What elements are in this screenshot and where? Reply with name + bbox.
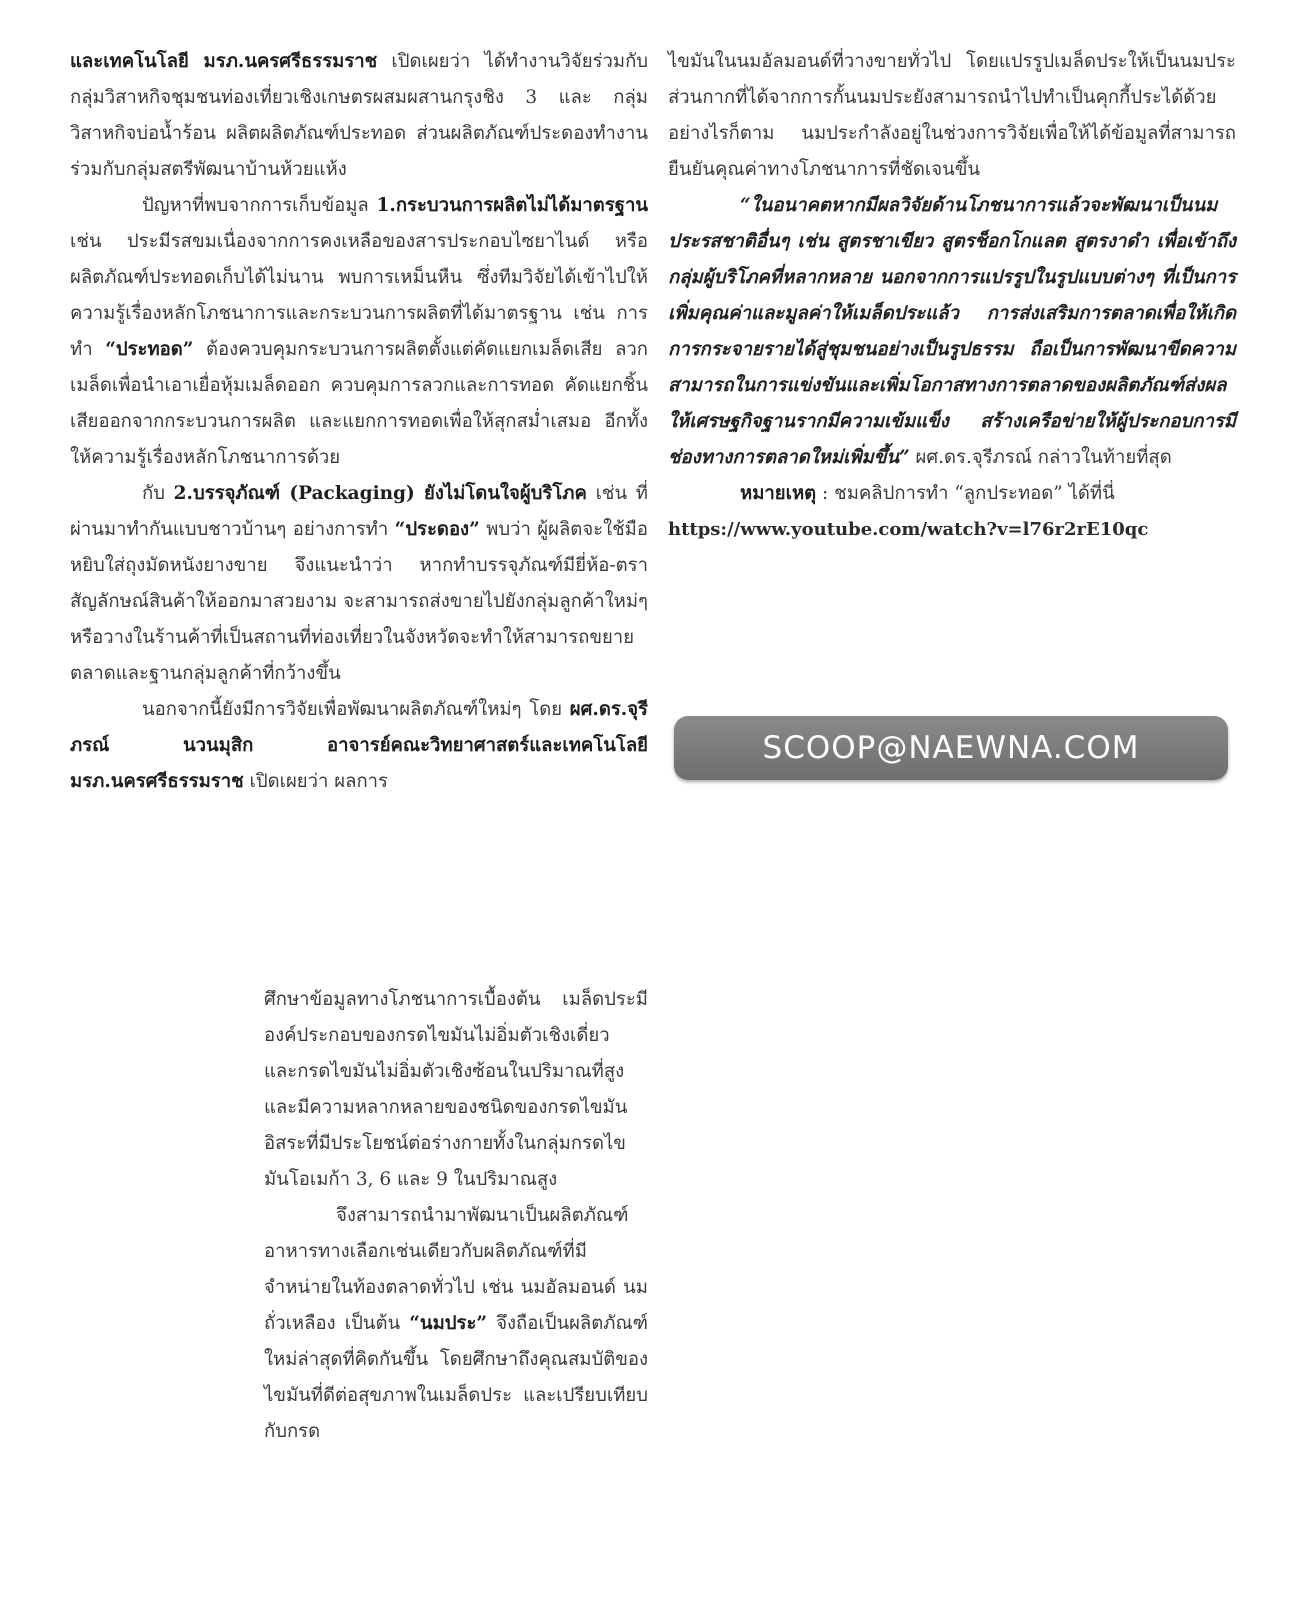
- bold-phrase: “ประดอง”: [394, 519, 480, 540]
- url-line: [668, 512, 1236, 548]
- left-narrow-column: [264, 982, 648, 1450]
- body-text: เช่น ประมีรสขมเนื่องจากการคงเหลือของสารประกอบไซยาไนด์ หรือผลิตภัณฑ์ประทอดเก็บได้ไม่นาน พบการเหม็นหืน ซึ่งทีมวิจัยได้เข้าไปให้ความรู้เรื่องหลักโภชนาการและกระบวนการผลิตที่ได้มาตรฐาน เช่น การทำ: [70, 231, 648, 360]
- body-text: เช่น ที่ผ่านมาทำกันแบบชาวบ้านๆ อย่างการทำ: [70, 483, 649, 540]
- bold-phrase: 1.กระบวนการผลิตไม่ได้มาตรฐาน: [376, 195, 648, 216]
- note-label: หมายเหตุ: [740, 483, 817, 504]
- note-paragraph: [668, 476, 1236, 512]
- quote-paragraph: [668, 188, 1236, 476]
- youtube-link[interactable]: https://www.youtube.com/watch?v=l76r2rE10qc: [668, 519, 1149, 540]
- paragraph-2: [70, 188, 648, 476]
- bold-phrase: 2.บรรจุภัณฑ์ (Packaging) ยังไม่โดนใจผู้บริโภค: [173, 483, 587, 504]
- paragraph-4: [70, 692, 648, 800]
- paragraph-6: [264, 1198, 648, 1450]
- paragraph-1: [70, 44, 648, 188]
- body-text: นอกจากนี้ยังมีการวิจัยเพื่อพัฒนาผลิตภัณฑ์ใหม่ๆ โดย: [142, 699, 570, 720]
- left-column: [70, 44, 648, 800]
- email-banner: [674, 716, 1228, 780]
- quote-text: “ในอนาคตหากมีผลวิจัยด้านโภชนาการแล้วจะพัฒนาเป็นนมประรสชาติอื่นๆ เช่น สูตรชาเขียว สูตรช็อกโกแลต สูตรงาดำ เพื่อเข้าถึงกลุ่มผู้บริโภคที่หลากหลาย นอกจากการแปรรูปในรูปแบบต่างๆ ที่เป็นการเพิ่มคุณค่าและมูลค่าให้เมล็ดประแล้ว การส่งเสริมการตลาดเพื่อให้เกิดการกระจายรายได้สู่ชุมชนอย่างเป็นรูปธรรม ถือเป็นการพัฒนาขีดความสามารถในการแข่งขันและเพิ่มโอกาสทางการตลาดของผลิตภัณฑ์ส่งผลให้เศรษฐกิจฐานรากมีความเข้มแข็ง สร้างเครือข่ายให้ผู้ประกอบการมีช่องทางการตลาดใหม่เพิ่มขึ้น”: [668, 195, 1236, 468]
- body-text: ไขมันในนมอัลมอนด์ที่วางขายทั่วไป โดยแปรรูปเมล็ดประให้เป็นนมประ ส่วนกากที่ได้จากการกั้นนมประยังสามารถนำไปทำเป็นคุกกี้ประได้ด้วย อย่างไรก็ตาม นมประกำลังอยู่ในช่วงการวิจัยเพื่อให้ได้ข้อมูลที่สามารถยืนยันคุณค่าทางโภชนาการที่ชัดเจนขึ้น: [668, 51, 1236, 180]
- body-text: ศึกษาข้อมูลทางโภชนาการเบื้องต้น เมล็ดประมีองค์ประกอบของกรดไขมันไม่อิ่มตัวเชิงเดี่ยว และกรดไขมันไม่อิ่มตัวเชิงซ้อนในปริมาณที่สูงและมีความหลากหลายของชนิดของกรดไขมันอิสระที่มีประโยชน์ต่อร่างกายทั้งในกลุ่มกรดไขมันโอเมก้า 3, 6 และ 9 ในปริมาณสูง: [264, 989, 648, 1190]
- email-address[interactable]: SCOOP@NAEWNA.COM: [762, 730, 1140, 766]
- body-text: เปิดเผยว่า ได้ทำงานวิจัยร่วมกับ กลุ่มวิสาหกิจชุมชนท่องเที่ยวเชิงเกษตรผสมผสานกรุงชิง 3 และ กลุ่มวิสาหกิจบ่อน้ำร้อน ผลิตผลิตภัณฑ์ประทอด ส่วนผลิตภัณฑ์ประดองทำงานร่วมกับกลุ่มสตรีพัฒนาบ้านห้วยแห้ง: [70, 51, 649, 180]
- note-text: : ชมคลิปการทำ “ลูกประทอด” ได้ที่นี่: [816, 483, 1115, 504]
- paragraph-7: [668, 44, 1236, 188]
- paragraph-5: [264, 982, 648, 1198]
- body-text: พบว่า ผู้ผลิตจะใช้มือหยิบใส่ถุงมัดหนังยางขาย จึงแนะนำว่า หากทำบรรจุภัณฑ์มียี่ห้อ-ตราสัญลักษณ์สินค้าให้ออกมาสวยงาม จะสามารถส่งขายไปยังกลุ่มลูกค้าใหม่ๆ หรือวางในร้านค้าที่เป็นสถานที่ท่องเที่ยวในจังหวัดจะทำให้สามารถขยายตลาดและฐานกลุ่มลูกค้าที่กว้างขึ้น: [70, 519, 648, 684]
- bold-phrase: “นมประ”: [409, 1313, 488, 1334]
- body-text: จึงถือเป็นผลิตภัณฑ์ใหม่ล่าสุดที่คิดกันขึ้น โดยศึกษาถึงคุณสมบัติของไขมันที่ดีต่อสุขภาพในเมล็ดประ และเปรียบเทียบกับกรด: [264, 1313, 648, 1442]
- body-text: จึงสามารถนำมาพัฒนาเป็นผลิตภัณฑ์อาหารทางเลือกเช่นเดียวกับผลิตภัณฑ์ที่มีจำหน่ายในท้องตลาดทั่วไป เช่น นมอัลมอนด์ นมถั่วเหลือง เป็นต้น: [264, 1205, 648, 1334]
- paragraph-3: [70, 476, 648, 692]
- body-text: ปัญหาที่พบจากการเก็บข้อมูล: [142, 195, 377, 216]
- body-text: เปิดเผยว่า ผลการ: [243, 771, 388, 792]
- body-text: ต้องควบคุมกระบวนการผลิตตั้งแต่คัดแยกเมล็ดเสีย ลวกเมล็ดเพื่อนำเอาเยื่อหุ้มเมล็ดออก ควบคุมการลวกและการทอด คัดแยกชิ้นเสียออกจากกระบวนการผลิต และแยกการทอดเพื่อให้สุกสม่ำเสมอ อีกทั้งให้ความรู้เรื่องหลักโภชนาการด้วย: [70, 339, 648, 468]
- body-text: กับ: [142, 483, 174, 504]
- bold-phrase: ผศ.ดร.จุรีภรณ์ นวนมุสิก อาจารย์คณะวิทยาศาสตร์และเทคโนโลยี มรภ.นครศรีธรรมราช: [70, 699, 648, 792]
- body-text: ผศ.ดร.จุรีภรณ์ กล่าวในท้ายที่สุด: [909, 447, 1172, 468]
- bold-phrase: และเทคโนโลยี มรภ.นครศรีธรรมราช: [70, 51, 378, 72]
- right-column: [668, 44, 1236, 548]
- bold-phrase: “ประทอด”: [105, 339, 194, 360]
